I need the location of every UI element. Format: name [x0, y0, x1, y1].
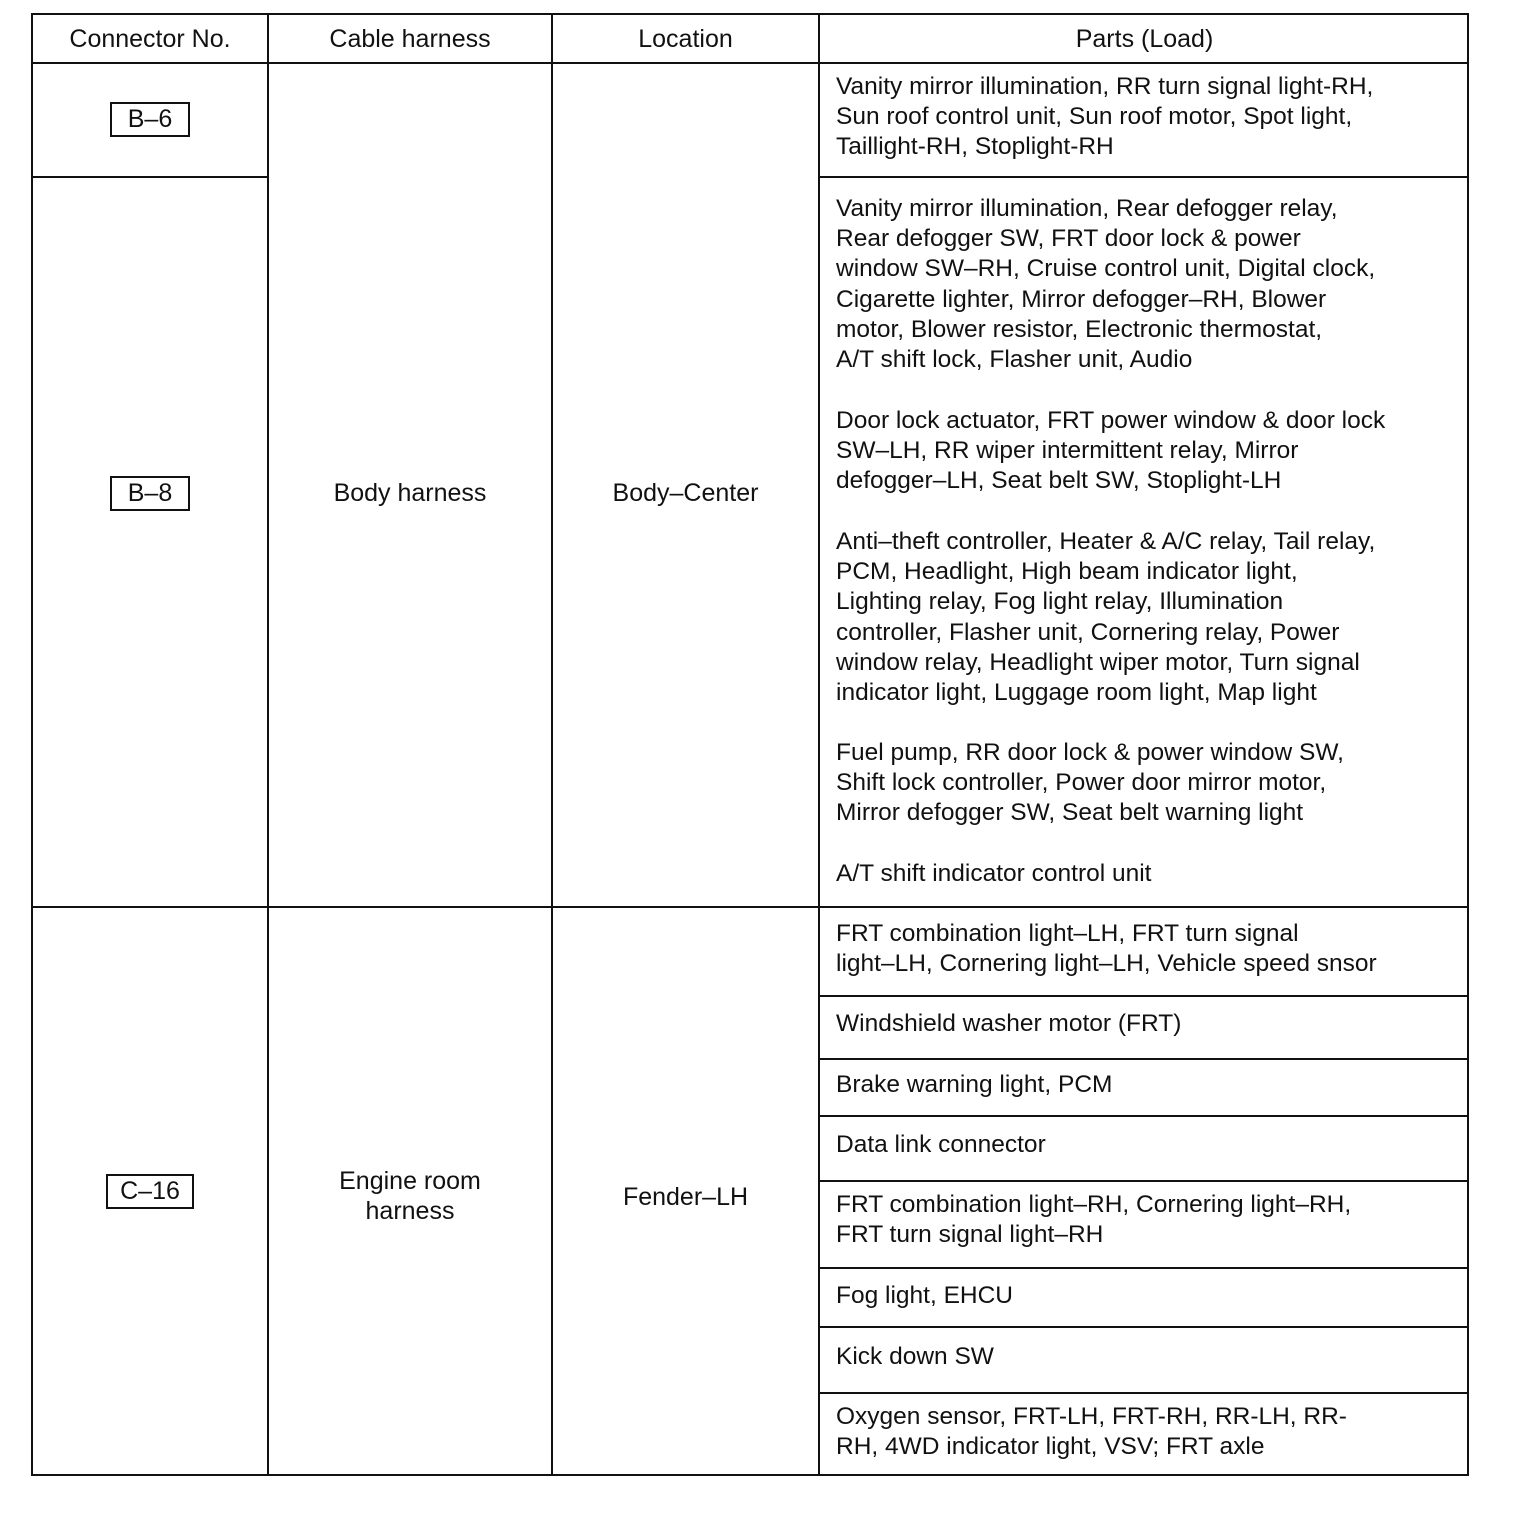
header-cable-harness: Cable harness: [329, 24, 491, 53]
row-divider: [818, 1267, 1467, 1269]
parts-text: Vanity mirror illumination, Rear defogger relay, Rear defogger SW, FRT door lock & power window SW–RH, Cruise control unit, Digital clock, Cigarette lighter, Mirror defogger–RH, Blower motor, Blower resistor, Electronic thermostat, A/T shift lock, Flasher unit, Audio: [836, 195, 1376, 374]
header-parts-load: Parts (Load): [1075, 24, 1214, 53]
parts-text: Brake warning light, PCM: [836, 1071, 1113, 1098]
parts-text: Vanity mirror illumination, RR turn signal light-RH, Sun roof control unit, Sun roof motor, Spot light, Taillight-RH, Stoplight-RH: [836, 73, 1374, 161]
parts-text: Kick down SW: [836, 1343, 994, 1370]
row-divider: [818, 1115, 1467, 1117]
parts-text: Data link connector: [836, 1131, 1046, 1158]
harness-cell-body: Body harness: [333, 479, 487, 507]
parts-text: Fuel pump, RR door lock & power window SW, Shift lock controller, Power door mirror motor, Mirror defogger SW, Seat belt warning light: [836, 739, 1344, 827]
connector-cell-c16: [33, 908, 267, 1474]
row-divider: [818, 1392, 1467, 1394]
connector-cell-b6: [33, 63, 267, 176]
harness-cell-engine-room: Engine room harness: [339, 1166, 481, 1225]
row-divider: [818, 176, 1467, 178]
parts-text: Windshield washer motor (FRT): [836, 1010, 1182, 1037]
row-divider: [818, 1326, 1467, 1328]
connector-id-badge: C–16: [106, 1174, 194, 1209]
connector-id-badge: B–8: [110, 476, 190, 511]
parts-text: Fog light, EHCU: [836, 1282, 1014, 1309]
row-divider: [818, 995, 1467, 997]
location-cell-body-center: Body–Center: [612, 479, 759, 507]
connector-id-badge: B–6: [110, 102, 190, 137]
row-divider: [818, 1058, 1467, 1060]
column-divider: [818, 15, 820, 1474]
row-divider: [818, 1180, 1467, 1182]
parts-text: Door lock actuator, FRT power window & door lock SW–LH, RR wiper intermittent relay, Mirror defogger–LH, Seat belt SW, Stoplight-LH: [836, 407, 1386, 495]
parts-text: FRT combination light–LH, FRT turn signal light–LH, Cornering light–LH, Vehicle speed snsor: [836, 920, 1377, 978]
parts-text: Oxygen sensor, FRT-LH, FRT-RH, RR-LH, RR- RH, 4WD indicator light, VSV; FRT axle: [836, 1403, 1347, 1461]
connector-table: [31, 13, 1469, 1476]
parts-text: Anti–theft controller, Heater & A/C relay, Tail relay, PCM, Headlight, High beam indicator light, Lighting relay, Fog light relay, Illumination controller, Flasher unit, Cornering relay, Power window relay, Headlight wiper motor, Turn signal indicator light, Luggage room light, Map light: [836, 528, 1376, 707]
header-connector-no: Connector No.: [69, 24, 231, 53]
parts-text: A/T shift indicator control unit: [836, 860, 1152, 887]
parts-text: FRT combination light–RH, Cornering light–RH, FRT turn signal light–RH: [836, 1191, 1352, 1249]
location-cell-fender-lh: Fender–LH: [622, 1182, 749, 1211]
connector-cell-b8: [33, 178, 267, 808]
header-location: Location: [638, 24, 733, 53]
